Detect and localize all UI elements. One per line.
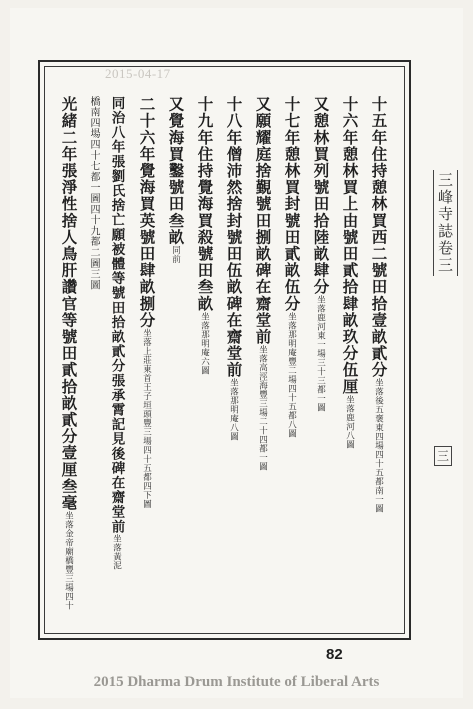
page-number: 82 <box>326 646 343 663</box>
text-column-2: 十六年憩林買上由號田貳拾肆畝玖分伍厘坐落鹿河八圖 <box>340 96 360 449</box>
text-column-12: 光緒二年張淨性捨人鳥肝讚官等號田貳拾畝貳分壹厘叁毫坐落金帝廟橋豐三場四十 <box>59 96 79 610</box>
text-column-5: 又願耀庭捨覲號田捌畝碑在齋堂前坐落高涇海豐三場二十四都一圖 <box>253 96 273 471</box>
text-column-9: 二十六年覺海買英號田肆畝捌分坐落上莊東首王子垣頭豐三場四十五都四下圖 <box>137 96 157 509</box>
text-column-11: 橋南四場四十七都一圖四十九都二圖三圖 <box>88 96 99 291</box>
copyright-footer: 2015 Dharma Drum Institute of Liberal Arts <box>93 674 380 690</box>
text-column-4: 十七年憩林買封號田貳畝伍分坐落那明庵豐二場四十五都八圖 <box>282 96 302 438</box>
margin-book-title: 三峰寺誌卷三 <box>433 170 458 276</box>
text-column-1: 十五年住持憩林買西二號田拾壹畝貳分坐落後五褒東四場四十五都南一圖 <box>369 96 389 514</box>
text-column-8: 又覺海買鑿號田叁畝同前 <box>166 96 186 264</box>
date-stamp: 2015-04-17 <box>105 66 171 81</box>
text-column-3: 又憩林買列號田拾陸畝肆分坐落鹿河東一場三十三都一圖 <box>311 96 331 413</box>
text-column-6: 十八年僧沛然捨封號田伍畝碑在齋堂前坐落那明庵八圖 <box>224 96 244 442</box>
margin-volume-number: 三 <box>434 446 452 466</box>
text-column-10: 同治八年張劉氏捨亡願被體等號田拾畝貳分張承霄記見後碑在齋堂前坐落黃泥 <box>108 96 125 570</box>
text-column-7: 十九年住持覺海買殺號田叁畝坐落那明庵六圖 <box>195 96 215 375</box>
